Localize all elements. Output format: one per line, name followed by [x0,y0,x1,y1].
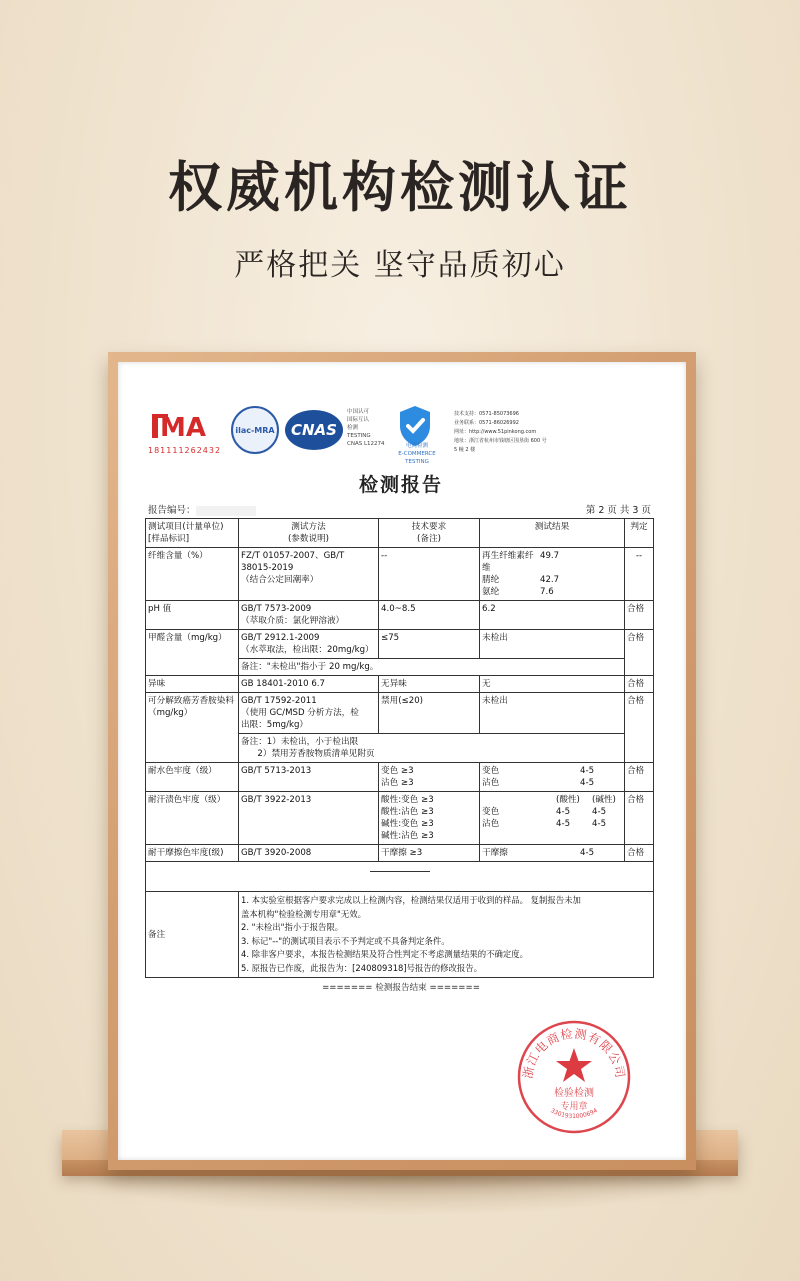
logo-bar [145,398,657,468]
test-report-document [145,398,657,993]
table-row: 耐干摩擦色牢度(级) GB/T 3920-2008 干摩擦 ≥3 干摩擦 4-5 合格 [146,845,654,862]
page-subtitle: 严格把关 坚守品质初心 [234,248,566,283]
remarks-row [146,892,654,978]
table-row: pH 值 GB/T 7573-2009 （萃取介质：氯化钾溶液） 4.0~8.5 6.2 合格 [146,601,654,630]
results-table [145,518,654,978]
report-end-line: ======= 检测报告结束 ======= [322,983,480,993]
col-judgment: 判定 [625,519,654,548]
svg-text:3301931000694: 3301931000694 [549,1107,599,1121]
table-note-row: 备注：1）未检出，小于检出限 2）禁用芳香胺物质清单见附页 [146,734,654,763]
report-title: 检测报告 [358,474,443,496]
table-row: 纤维含量（%） FZ/T 01057-2007、GB/T 38015-2019 （结合公定回潮率） -- 再生纤维素纤维 49.7 腈纶 42.7 氨纶 7.6 -- [146,548,654,601]
col-method: 测试方法 (参数说明) [239,519,379,548]
ecommerce-testing-label: 电商检测 E-COMMERCE TESTING [398,443,436,465]
cnas-text: 中国认可 国际互认 检测 TESTING CNAS L12274 [347,409,385,447]
col-item: 测试项目(计量单位) [样品标识] [146,519,239,548]
cnas-logo: CNAS [285,410,343,450]
table-divider-row [146,862,654,892]
cma-number: 181111262432 [148,446,222,455]
table-row: 可分解致癌芳香胺染料（mg/kg） GB/T 17592-2011 （使用 GC/MSD 分析方法，检 出限：5mg/kg） 禁用(≤20) 未检出 合格 [146,693,654,734]
contact-info: 技术支持：0571-85073696 业务联系：0571-86026992 网址：http://www.51pinkong.com 地址：浙江省杭州市钱塘区围垦街 600 号 5 幢 2 楼 [454,411,547,453]
remarks-text: 1. 本实验室根据客户要求完成以上检测内容，检测结果仅适用于收到的样品。 复制报告未加 盖本机构"检验检测专用章"无效。 2. "未检出"指小于报告限。 3. 标记"--"的测试项目表示不予判定或不具备判定条件。 4. 除非客户要求，本报告检测结果及符合性判定不考虑测量结果的不确定度。 5. 原报告已作废，此报告为：[240809318]号报告的修改报告。 [239,892,654,978]
svg-text:检验检测: 检验检测 [554,1088,594,1099]
report-meta [145,496,657,518]
table-row: 耐汗渍色牢度（级） GB/T 3922-2013 酸性:变色 ≥3 酸性:沾色 ≥3 碱性:变色 ≥3 碱性:沾色 ≥3 (酸性) (碱性) 变色 4-5 4-5 沾色 4-5 4-5 合格 [146,792,654,845]
svg-text:浙江电商检测有限公司: 浙江电商检测有限公司 [520,1026,628,1080]
page-info: 第 2 页 共 3 页 [585,505,651,516]
table-row: 异味 GB 18401-2010 6.7 无异味 无 合格 [146,676,654,693]
report-number: 报告编号： [148,502,256,516]
col-requirement: 技术要求 (备注) [379,519,480,548]
remarks-label: 备注 [146,892,239,978]
cma-logo [148,408,223,456]
shelf-shadow [80,1176,720,1216]
table-row: 耐水色牢度（级） GB/T 5713-2013 变色 ≥3 沾色 ≥3 变色 4-5 沾色 4-5 合格 [146,763,654,792]
star-icon [556,1048,592,1082]
cma-mark-icon [148,408,223,442]
official-seal-stamp [515,1018,633,1136]
page-title: 权威机构检测认证 [168,156,632,219]
col-result: 测试结果 [480,519,625,548]
ilac-mra-logo: ilac-MRA [231,406,279,454]
table-header [146,519,654,548]
svg-text:专用章: 专用章 [560,1102,588,1112]
table-row: 甲醛含量（mg/kg） GB/T 2912.1-2009 （水萃取法，检出限：20mg/kg） ≤75 未检出 合格 [146,630,654,659]
table-note-row: 备注："未检出"指小于 20 mg/kg。 [146,659,654,676]
svg-text:MA: MA [160,413,206,442]
